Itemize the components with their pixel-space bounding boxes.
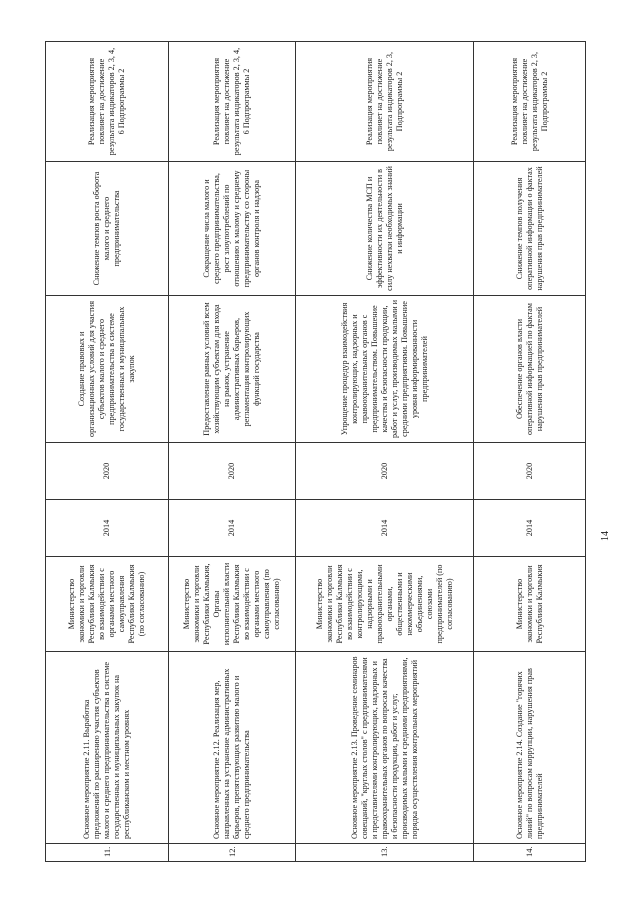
row-number: 12. bbox=[169, 844, 296, 862]
result-cell: Создание правовых и организационных условий для участия субъектов малого и среднего предпринимательства в системе государственных и муниципальных закупок bbox=[46, 296, 169, 443]
start-year-cell: 2014 bbox=[474, 500, 586, 557]
result-cell: Обеспечение органов власти оперативной информацией по фактам нарушения прав предпринимателей bbox=[474, 296, 586, 443]
measure-cell: Основное мероприятие 2.14. Создание "горячих линий" по вопросам коррупции, нарушения прав предпринимателей bbox=[474, 652, 586, 844]
rotated-page-content bbox=[45, 42, 585, 862]
result-cell: Упрощение процедур взаимодействия контролирующих, надзорных и правоохранительных органов с предпринимательством. Повышение качества и безопасности продукции, работ и услуг, производимых малыми и средними предприятиями. Повышение уровня информированности предпринимателей bbox=[296, 296, 474, 443]
table-row bbox=[296, 42, 474, 862]
measure-cell: Основное мероприятие 2.13. Проведение семинаров совещаний, "круглых столов" с предпринимателями и представителями контролирующих, надзорных и правоохранительных органов по вопросам качества и безопасности продукции, работ и услуг, производимых малыми и средними предприятиями, порядка осуществления контрольных мероприятий bbox=[296, 652, 474, 844]
row-number: 14. bbox=[474, 844, 586, 862]
measure-cell: Основное мероприятие 2.11. Выработка предложений по расширению участия субъектов малого и среднего предпринимательства в системе государственных и муниципальных закупок на республиканском и местном уровнях bbox=[46, 652, 169, 844]
consequence-cell: Сокращение числа малого и среднего предпринимательства, рост злоупотреблений по отношению к малому и среднему предпринимательству со стороны органов контроля и надзора bbox=[169, 162, 296, 296]
measures-table bbox=[45, 41, 586, 862]
link-cell: Реализация мероприятия повлияет на достижение результата индикаторов 2, 3, Подпрограммы 2 bbox=[474, 42, 586, 162]
executor-cell: Министерство экономики и торговли Республики Калмыкия bbox=[474, 557, 586, 652]
table-row bbox=[46, 42, 169, 862]
link-cell: Реализация мероприятия повлияет на достижение результата индикаторов 2, 3, 4, 6 Подпрограммы 2 bbox=[169, 42, 296, 162]
link-cell: Реализация мероприятия повлияет на достижение результата индикаторов 2, 3, Подпрограммы 2 bbox=[296, 42, 474, 162]
end-year-cell: 2020 bbox=[46, 443, 169, 500]
table-row bbox=[474, 42, 586, 862]
end-year-cell: 2020 bbox=[296, 443, 474, 500]
consequence-cell: Снижение количества МСП и эффективности их деятельности в силу нехватки необходимых знаний и информации bbox=[296, 162, 474, 296]
executor-cell: Министерство экономики и торговли Республики Калмыкия, Органы исполнительной власти Республики Калмыкия во взаимодействии с органами местного самоуправления (по согласованию) bbox=[169, 557, 296, 652]
consequence-cell: Снижение темпов роста оборота малого и среднего предпринимательства bbox=[46, 162, 169, 296]
executor-cell: Министерство экономики и торговли Республики Калмыкия во взаимодействии с контролирующими, надзорными и правоохранительными органами, общественными и некоммерческими объединениями, союзами предпринимателей (по согласованию) bbox=[296, 557, 474, 652]
start-year-cell: 2014 bbox=[46, 500, 169, 557]
start-year-cell: 2014 bbox=[296, 500, 474, 557]
executor-cell: Министерство экономики и торговли Республики Калмыкия во взаимодействии с органами местного самоуправления Республики Калмыкия (по согласованию) bbox=[46, 557, 169, 652]
end-year-cell: 2020 bbox=[169, 443, 296, 500]
result-cell: Предоставление равных условий всем хозяйствующим субъектам для входа на рынок, устранение административных барьеров, регламентация контролирующих функций государства bbox=[169, 296, 296, 443]
row-number: 13. bbox=[296, 844, 474, 862]
row-number: 11. bbox=[46, 844, 169, 862]
link-cell: Реализация мероприятия повлияет на достижение результата индикаторов 2, 3, 4, 6 Подпрограммы 2 bbox=[46, 42, 169, 162]
page-number: 14 bbox=[600, 531, 611, 541]
consequence-cell: Снижение темпов получения оперативной информации о фактах нарушения прав предпринимателей bbox=[474, 162, 586, 296]
start-year-cell: 2014 bbox=[169, 500, 296, 557]
measure-cell: Основное мероприятие 2.12. Реализация мер, направленных на устранение административных барьеров, препятствующих развитию малого и среднего предпринимательства bbox=[169, 652, 296, 844]
end-year-cell: 2020 bbox=[474, 443, 586, 500]
table-row bbox=[169, 42, 296, 862]
